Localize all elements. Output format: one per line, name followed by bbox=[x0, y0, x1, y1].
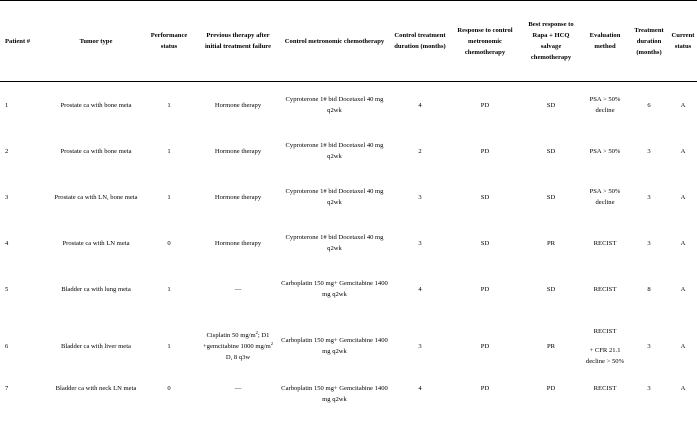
cell-best: PD bbox=[546, 385, 556, 392]
cell-dur: 3 bbox=[647, 342, 651, 350]
prev-part-c: D, 8 q3w bbox=[225, 353, 251, 361]
cell-tumor: Bladder ca with neck LN meta bbox=[55, 385, 137, 392]
prev-part-b-sup: 2 bbox=[270, 340, 274, 346]
prev-part-b: ; D1 +gemcitabine 1000 mg/m bbox=[202, 331, 271, 350]
cell-ctrl-dur: 4 bbox=[418, 285, 422, 293]
col-patient: Patient # bbox=[0, 1, 52, 82]
cell-patient: 5 bbox=[5, 285, 9, 293]
cell-prev: — bbox=[234, 285, 242, 293]
cell-tumor: Prostate ca with LN meta bbox=[62, 239, 130, 247]
cell-best: SD bbox=[546, 193, 556, 201]
cell-tumor: Bladder ca with liver meta bbox=[61, 342, 131, 350]
cell-best: PR bbox=[546, 342, 556, 350]
cell-patient: 7 bbox=[5, 385, 9, 392]
cell-control: Carboplatin 150 mg+ Gemcitabine 1400 mg q2wk bbox=[281, 337, 388, 355]
cell-control: Carboplatin 150 mg+ Gemcitabine 1400 mg q2wk bbox=[281, 280, 388, 298]
col-best-response: Best response to Rapa + HCQ salvage chemotherapy bbox=[521, 1, 581, 82]
cell-ctrl-dur: 3 bbox=[418, 193, 422, 201]
table-row bbox=[0, 380, 697, 421]
cell-dur: 3 bbox=[647, 147, 651, 155]
col-previous-therapy: Previous therapy after initial treatment failure bbox=[198, 1, 278, 82]
cell-ps: 0 bbox=[167, 239, 171, 247]
cell-ctrl-dur: 3 bbox=[418, 342, 422, 350]
cell-ctrl-dur: 4 bbox=[418, 385, 422, 392]
cell-eval: PSA > 50% bbox=[589, 147, 621, 155]
cell-status: A bbox=[680, 193, 686, 201]
cell-ctrl-dur: 4 bbox=[418, 101, 422, 109]
cell-eval: PSA > 50% decline bbox=[589, 96, 621, 114]
cell-status: A bbox=[680, 342, 686, 350]
cell-patient: 1 bbox=[5, 101, 9, 109]
cell-patient: 6 bbox=[5, 342, 9, 350]
cell-ctrl-dur: 3 bbox=[418, 239, 422, 247]
table-row bbox=[0, 266, 697, 312]
cell-prev: Hormone therapy bbox=[214, 147, 262, 155]
table-row bbox=[0, 220, 697, 266]
cell-status: A bbox=[680, 385, 686, 392]
prev-part-a-sup: 2 bbox=[255, 329, 258, 335]
cell-ctrl-resp: SD bbox=[480, 239, 490, 247]
cell-best: SD bbox=[546, 285, 556, 293]
cell-ctrl-resp: PD bbox=[480, 342, 490, 350]
cell-control: Carboplatin 150 mg+ Gemcitabine 1400 mg q2wk bbox=[281, 385, 388, 403]
cell-dur: 3 bbox=[647, 239, 651, 247]
cell-ctrl-resp: PD bbox=[480, 101, 490, 109]
cell-ps: 0 bbox=[167, 385, 171, 392]
cell-eval: RECIST bbox=[593, 285, 617, 293]
cell-ps: 1 bbox=[167, 147, 171, 155]
cell-tumor: Prostate ca with bone meta bbox=[60, 147, 132, 155]
cell-status: A bbox=[680, 101, 686, 109]
cell-eval: PSA > 50% decline bbox=[589, 188, 621, 206]
cell-patient: 2 bbox=[5, 147, 9, 155]
table-row bbox=[0, 82, 697, 129]
col-control-duration: Control treatment duration (months) bbox=[391, 1, 449, 82]
cell-ctrl-resp: PD bbox=[480, 147, 490, 155]
cell-dur: 6 bbox=[647, 101, 651, 109]
eval-line: RECIST bbox=[593, 327, 617, 335]
cell-tumor: Prostate ca with LN, bone meta bbox=[54, 193, 138, 201]
cell-ctrl-resp: PD bbox=[480, 385, 490, 392]
cell-dur: 3 bbox=[647, 193, 651, 201]
col-treatment-duration: Treatment duration (months) bbox=[629, 1, 669, 82]
cell-control: Cyproterone 1# bid Docetaxel 40 mg q2wk bbox=[285, 96, 384, 114]
cell-tumor: Prostate ca with bone meta bbox=[60, 101, 132, 109]
cell-ctrl-resp: SD bbox=[480, 193, 490, 201]
table-row bbox=[0, 174, 697, 220]
col-tumor-type: Tumor type bbox=[52, 1, 140, 82]
cell-tumor: Bladder ca with lung meta bbox=[61, 285, 131, 293]
cell-status: A bbox=[680, 147, 686, 155]
cell-control: Cyproterone 1# bid Docetaxel 40 mg q2wk bbox=[285, 142, 384, 160]
cell-ps: 1 bbox=[167, 285, 171, 293]
cell-prev: Hormone therapy bbox=[214, 101, 262, 109]
cell-eval: RECIST bbox=[593, 385, 617, 392]
cell-best: SD bbox=[546, 147, 556, 155]
col-control-chemotherapy: Control metronomic chemotherapy bbox=[278, 1, 391, 82]
col-performance-status: Performance status bbox=[140, 1, 198, 82]
cell-prev bbox=[198, 312, 278, 380]
cell-dur: 8 bbox=[647, 285, 651, 293]
cell-ps: 1 bbox=[167, 101, 171, 109]
cell-prev: Hormone therapy bbox=[214, 193, 262, 201]
cell-best: PR bbox=[546, 239, 556, 247]
cell-ps: 1 bbox=[167, 193, 171, 201]
cell-status: A bbox=[680, 239, 686, 247]
cell-eval: RECIST bbox=[593, 239, 617, 247]
eval-line: + CFR 21.1 decline > 50% bbox=[585, 346, 625, 365]
cell-ctrl-resp: PD bbox=[480, 285, 490, 293]
table-row bbox=[0, 128, 697, 174]
cell-dur: 3 bbox=[647, 385, 651, 392]
cell-ctrl-dur: 2 bbox=[418, 147, 422, 155]
cell-patient: 4 bbox=[5, 239, 9, 247]
prev-part-a: Cisplatin 50 mg/m bbox=[206, 331, 256, 339]
col-evaluation-method: Evaluation method bbox=[581, 1, 629, 82]
col-current-status: Current status bbox=[669, 1, 697, 82]
cell-control: Cyproterone 1# bid Docetaxel 40 mg q2wk bbox=[285, 234, 384, 252]
table-row bbox=[0, 312, 697, 380]
cell-patient: 3 bbox=[5, 193, 9, 201]
header-row bbox=[0, 1, 697, 82]
col-control-response: Response to control metronomic chemotherapy bbox=[449, 1, 521, 82]
cell-best: SD bbox=[546, 101, 556, 109]
cell-status: A bbox=[680, 285, 686, 293]
cell-ps: 1 bbox=[167, 342, 171, 350]
cell-prev: — bbox=[234, 385, 242, 392]
cell-control: Cyproterone 1# bid Docetaxel 40 mg q2wk bbox=[285, 188, 384, 206]
cell-prev: Hormone therapy bbox=[214, 239, 262, 247]
cell-eval bbox=[581, 312, 629, 380]
